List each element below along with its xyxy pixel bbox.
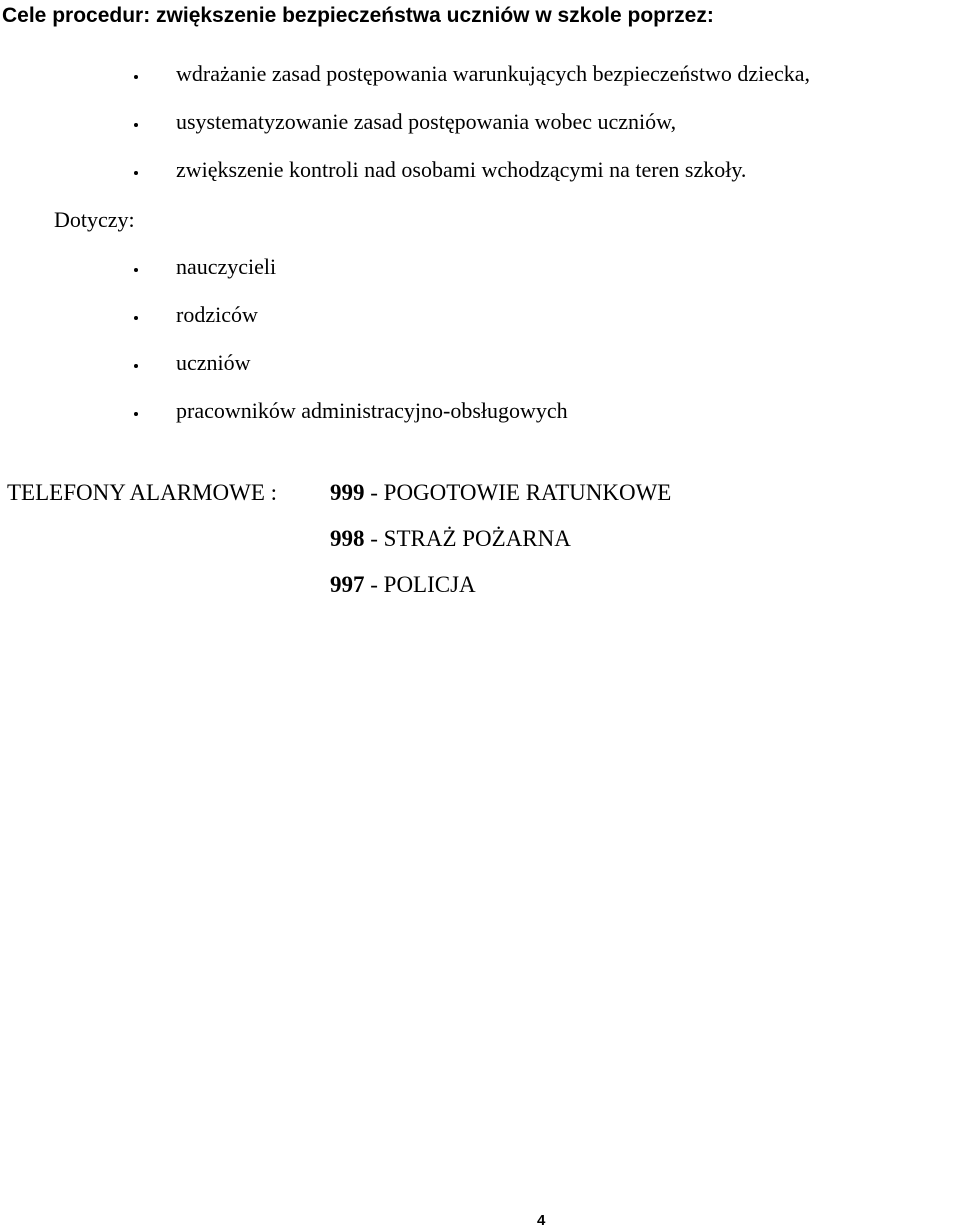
target-text: uczniów [176,350,251,375]
bullet-icon [134,268,138,272]
phone-service: - POLICJA [370,572,476,597]
phone-number: 997 [330,572,365,597]
bullet-icon [134,75,138,79]
phone-entry [330,569,476,601]
bullet-icon [134,412,138,416]
phone-service: - POGOTOWIE RATUNKOWE [370,480,672,505]
bullet-icon [134,316,138,320]
targets-label: Dotyczy: [54,207,135,232]
phone-number: 998 [330,526,365,551]
emergency-phones-label: TELEFONY ALARMOWE : [7,480,278,505]
page-number: 4 [537,1212,546,1229]
target-text: rodziców [176,302,258,327]
phone-entry [330,477,671,509]
bullet-icon [134,364,138,368]
phone-entry [330,523,571,555]
phone-service: - STRAŻ POŻARNA [370,526,571,551]
phone-number: 999 [330,480,365,505]
goal-text: zwiększenie kontroli nad osobami wchodzącymi na teren szkoły. [176,157,747,182]
bullet-icon [134,171,138,175]
target-text: nauczycieli [176,254,277,279]
bullet-icon [134,123,138,127]
goal-text: usystematyzowanie zasad postępowania wobec uczniów, [176,109,677,134]
goal-text: wdrażanie zasad postępowania warunkujących bezpieczeństwo dziecka, [176,61,811,86]
target-text: pracowników administracyjno-obsługowych [176,398,568,423]
page-title: Cele procedur: zwiększenie bezpieczeństwa uczniów w szkole poprzez: [2,4,714,27]
